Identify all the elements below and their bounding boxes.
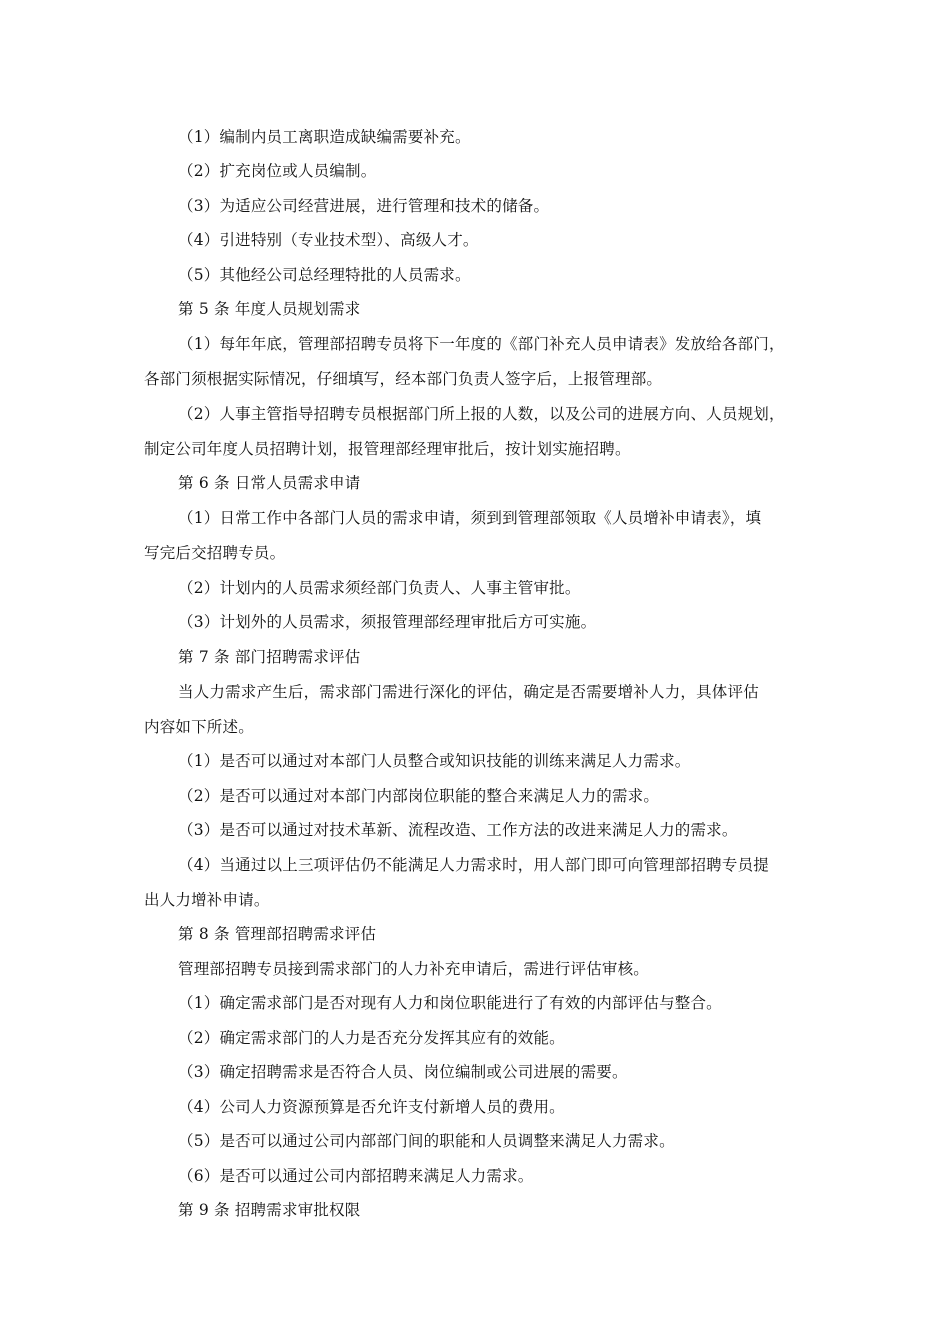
clause-5-item-1-line-1: （1）每年年底，管理部招聘专员将下一年度的《部门补充人员申请表》发放给各部门， [178,335,785,353]
clause-7-intro-line-1: 当人力需求产生后，需求部门需进行深化的评估，确定是否需要增补人力，具体评估 [178,683,759,701]
clause-8-item-6: （6）是否可以通过公司内部招聘来满足人力需求。 [178,1167,534,1185]
clause-7-item-2: （2）是否可以通过对本部门内部岗位职能的整合来满足人力的需求。 [178,787,660,805]
clause-8-item-1: （1）确定需求部门是否对现有人力和岗位职能进行了有效的内部评估与整合。 [178,994,722,1012]
clause-7-item-1: （1）是否可以通过对本部门人员整合或知识技能的训练来满足人力需求。 [178,752,691,770]
clause-5-heading: 第 5 条 年度人员规划需求 [178,300,361,318]
clause-4-item-2: （2）扩充岗位或人员编制。 [178,162,377,180]
clause-7-intro-line-2: 内容如下所述。 [144,718,254,736]
clause-9-heading: 第 9 条 招聘需求审批权限 [178,1201,361,1219]
clause-8-heading: 第 8 条 管理部招聘需求评估 [178,925,377,943]
clause-4-item-4: （4）引进特别（专业技术型）、高级人才。 [178,231,479,249]
clause-5-item-2-line-1: （2）人事主管指导招聘专员根据部门所上报的人数，以及公司的进展方向、人员规划， [178,405,785,423]
clause-6-item-1-line-2: 写完后交招聘专员。 [144,544,286,562]
clause-7-item-4-line-1: （4）当通过以上三项评估仍不能满足人力需求时，用人部门即可向管理部招聘专员提 [178,856,769,874]
clause-8-item-5: （5）是否可以通过公司内部部门间的职能和人员调整来满足人力需求。 [178,1132,675,1150]
clause-4-item-3: （3）为适应公司经营进展，进行管理和技术的储备。 [178,197,550,215]
clause-7-heading: 第 7 条 部门招聘需求评估 [178,648,361,666]
clause-6-heading: 第 6 条 日常人员需求申请 [178,474,361,492]
clause-7-item-4-line-2: 出人力增补申请。 [144,891,270,909]
clause-6-item-2: （2）计划内的人员需求须经部门负责人、人事主管审批。 [178,579,581,597]
clause-8-intro: 管理部招聘专员接到需求部门的人力补充申请后，需进行评估审核。 [178,960,650,978]
clause-8-item-4: （4）公司人力资源预算是否允许支付新增人员的费用。 [178,1098,565,1116]
clause-8-item-3: （3）确定招聘需求是否符合人员、岗位编制或公司进展的需要。 [178,1063,628,1081]
clause-8-item-2: （2）确定需求部门的人力是否充分发挥其应有的效能。 [178,1029,565,1047]
clause-4-item-5: （5）其他经公司总经理特批的人员需求。 [178,266,471,284]
clause-6-item-3: （3）计划外的人员需求，须报管理部经理审批后方可实施。 [178,613,597,631]
clause-6-item-1-line-1: （1）日常工作中各部门人员的需求申请，须到到管理部领取《人员增补申请表》，填 [178,509,762,527]
clause-4-item-1: （1）编制内员工离职造成缺编需要补充。 [178,128,471,146]
clause-5-item-1-line-2: 各部门须根据实际情况，仔细填写，经本部门负责人签字后，上报管理部。 [144,370,663,388]
clause-5-item-2-line-2: 制定公司年度人员招聘计划，报管理部经理审批后，按计划实施招聘。 [144,440,631,458]
clause-7-item-3: （3）是否可以通过对技术革新、流程改造、工作方法的改进来满足人力的需求。 [178,821,738,839]
